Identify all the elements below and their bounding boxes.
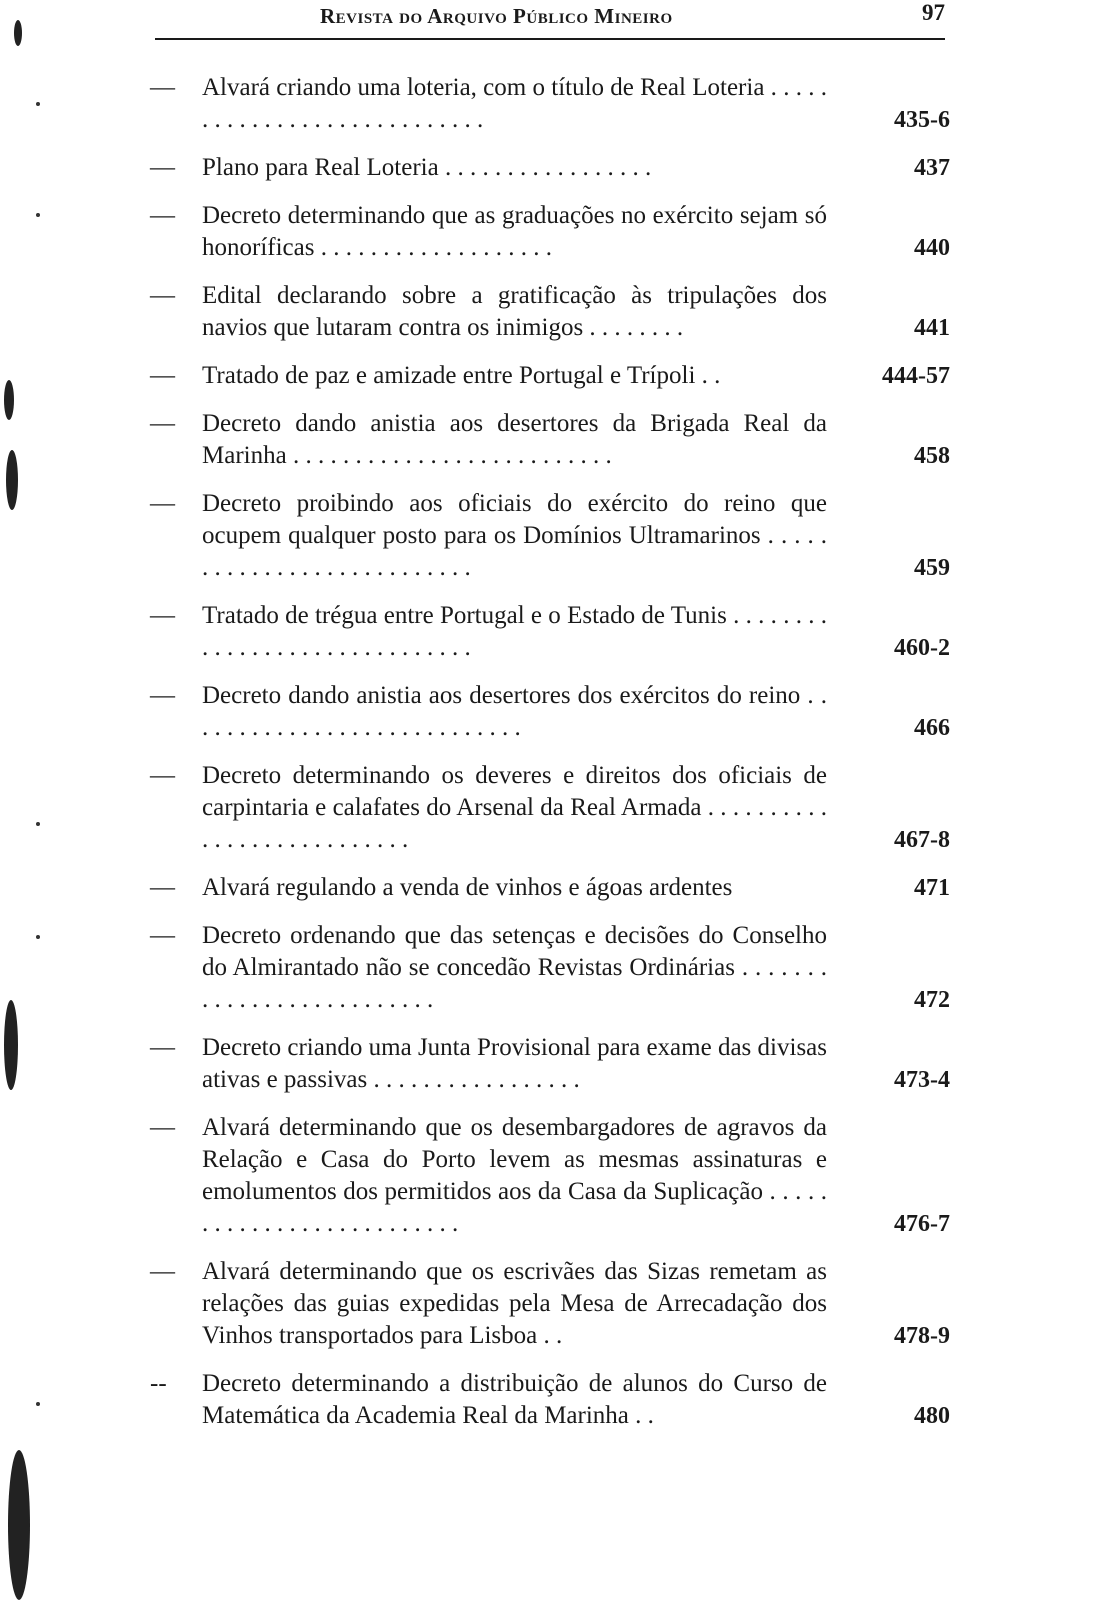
entry-pages: 466 — [914, 715, 950, 741]
entry-title: Alvará criando uma loteria, com o título de Real Loteria . . . . . . . . . . . . . . . . . . . . . . . . . . . . — [202, 74, 827, 133]
entry-title: Alvará determinando que os desembargadores de agravos da Relação e Casa do Porto levem as mesmas assinaturas e emolumentos dos permitidos aos da Casa da Suplicação . . . . . . . . . . . . . . . . . . . . . . . . . . — [202, 1114, 827, 1237]
index-entry — [150, 1032, 950, 1096]
entry-title: Decreto determinando os deveres e direitos dos oficiais de carpintaria e calafates do Arsenal da Real Armada . . . . . . . . . . . . . . . . . . . . . . . . . . . — [202, 762, 827, 853]
scan-edge — [0, 0, 42, 1611]
index-entry — [150, 1368, 950, 1432]
page-header — [155, 0, 945, 30]
scan-smudge — [6, 450, 18, 510]
entry-dash: — — [150, 922, 175, 949]
scan-smudge — [14, 20, 22, 46]
entry-dash: — — [150, 282, 175, 309]
entry-dash: — — [150, 762, 175, 789]
entry-dash: — — [150, 490, 175, 517]
entry-title: Decreto determinando que as graduações no exército sejam só honoríficas . . . . . . . . . . . . . . . . . . . — [202, 202, 827, 261]
entry-pages: 458 — [914, 443, 950, 469]
entry-dash: — — [150, 1258, 175, 1285]
entry-pages: 444-57 — [882, 363, 950, 389]
index-entry — [150, 600, 950, 664]
page-number: 97 — [922, 0, 945, 25]
entry-dash: — — [150, 874, 175, 901]
entry-title: Alvará determinando que os escrivães das Sizas remetam as relações das guias expedidas pela Mesa de Arrecadação dos Vinhos transportados para Lisboa . . — [202, 1258, 827, 1349]
scan-dot — [36, 102, 40, 106]
entry-title: Decreto determinando a distribuição de alunos do Curso de Matemática da Academia Real da Marinha . . — [202, 1370, 827, 1429]
running-title: Revista do Arquivo Público Mineiro — [320, 4, 673, 28]
index-entry — [150, 488, 950, 584]
entry-pages: 476-7 — [894, 1211, 950, 1237]
index-entry — [150, 920, 950, 1016]
entry-pages: 478-9 — [894, 1323, 950, 1349]
entry-pages: 471 — [914, 875, 950, 901]
index-entry — [150, 408, 950, 472]
entry-title: Tratado de trégua entre Portugal e o Estado de Tunis . . . . . . . . . . . . . . . . . . . . . . . . . . . . . . — [202, 602, 827, 661]
index-entry — [150, 1256, 950, 1352]
entry-title: Edital declarando sobre a gratificação às tripulações dos navios que lutaram contra os inimigos . . . . . . . . — [202, 282, 827, 341]
index-entry — [150, 280, 950, 344]
entry-pages: 435-6 — [894, 107, 950, 133]
index-entry — [150, 872, 950, 904]
entry-pages: 480 — [914, 1403, 950, 1429]
entry-title: Decreto ordenando que das setenças e decisões do Conselho do Almirantado não se concedão Revistas Ordinárias . . . . . . . . . . . . . . . . . . . . . . . . . . — [202, 922, 827, 1013]
index-entry — [150, 360, 950, 392]
entry-dash: — — [150, 410, 175, 437]
entry-dash: -- — [150, 1370, 167, 1397]
index-entry — [150, 680, 950, 744]
entry-dash: — — [150, 362, 175, 389]
entry-pages: 473-4 — [894, 1067, 950, 1093]
scan-smudge — [8, 1450, 30, 1600]
entry-pages: 467-8 — [894, 827, 950, 853]
entry-title: Alvará regulando a venda de vinhos e ágoas ardentes — [202, 874, 733, 901]
index-entry — [150, 72, 950, 136]
entry-pages: 459 — [914, 555, 950, 581]
scan-smudge — [4, 1000, 18, 1090]
entry-dash: — — [150, 1034, 175, 1061]
entry-pages: 437 — [914, 155, 950, 181]
entry-dash: — — [150, 602, 175, 629]
entry-dash: — — [150, 74, 175, 101]
entry-pages: 460-2 — [894, 635, 950, 661]
entry-title: Decreto dando anistia aos desertores dos exércitos do reino . . . . . . . . . . . . . . . . . . . . . . . . . . . . — [202, 682, 827, 741]
scan-smudge — [4, 380, 14, 420]
entry-title: Plano para Real Loteria . . . . . . . . . . . . . . . . . — [202, 154, 652, 181]
scan-dot — [36, 1402, 40, 1406]
index-entries — [150, 72, 950, 1448]
entry-pages: 440 — [914, 235, 950, 261]
entry-dash: — — [150, 154, 175, 181]
entry-title: Decreto criando uma Junta Provisional para exame das divisas ativas e passivas . . . . . . . . . . . . . . . . . — [202, 1034, 827, 1093]
index-entry — [150, 1112, 950, 1240]
index-entry — [150, 760, 950, 856]
entry-dash: — — [150, 682, 175, 709]
header-rule — [155, 38, 945, 40]
entry-title: Tratado de paz e amizade entre Portugal e Trípoli . . — [202, 362, 721, 389]
index-entry — [150, 152, 950, 184]
entry-pages: 472 — [914, 987, 950, 1013]
scan-dot — [36, 213, 40, 217]
entry-dash: — — [150, 202, 175, 229]
entry-title: Decreto dando anistia aos desertores da Brigada Real da Marinha . . . . . . . . . . . . . . . . . . . . . . . . . . — [202, 410, 827, 469]
scan-dot — [36, 822, 40, 826]
entry-pages: 441 — [914, 315, 950, 341]
entry-dash: — — [150, 1114, 175, 1141]
index-entry — [150, 200, 950, 264]
entry-title: Decreto proibindo aos oficiais do exército do reino que ocupem qualquer posto para os Domínios Ultramarinos . . . . . . . . . . . . . . . . . . . . . . . . . . . — [202, 490, 827, 581]
scan-dot — [36, 935, 40, 939]
